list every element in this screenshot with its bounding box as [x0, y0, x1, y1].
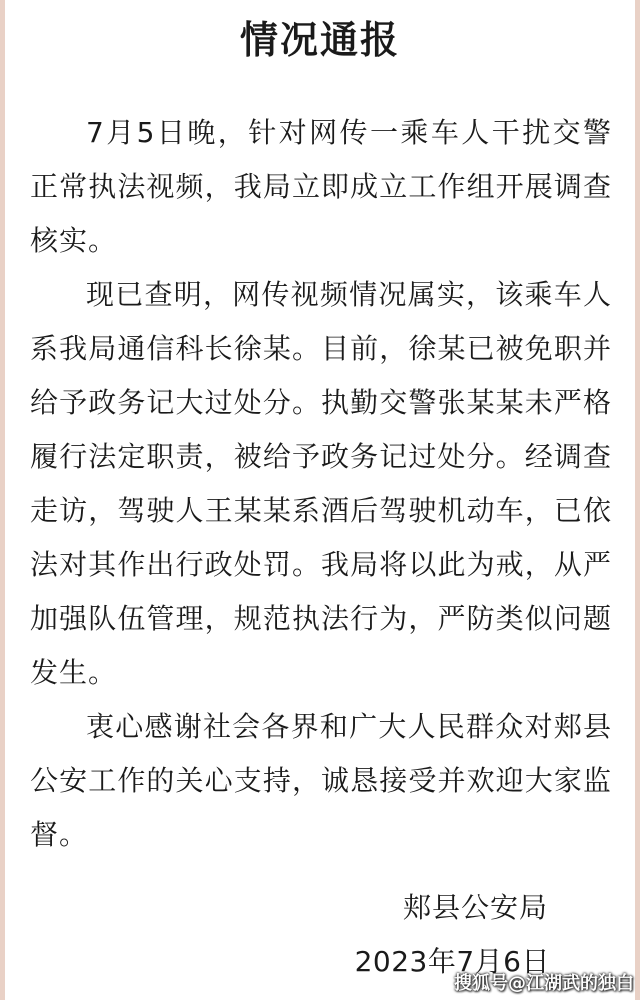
paragraph-2: 现已查明，网传视频情况属实，该乘车人系我局通信科长徐某。目前，徐某已被免职并给予政务记大过处分。执勤交警张某某未严格履行法定职责，被给予政务记过处分。经调查走访，驾驶人王某某系酒后驾驶机动车，已依法对其作出行政处罚。我局将以此为戒，从严加强队伍管理，规范执法行为，严防类似问题发生。	[30, 278, 612, 689]
issue-date: 2023年7月6日	[354, 945, 550, 978]
document-title: 情况通报	[239, 18, 400, 62]
left-border	[0, 0, 5, 1000]
right-border	[635, 0, 640, 1000]
paragraph-3: 衷心感谢社会各界和广大人民群众对郏县公安工作的关心支持，诚恳接受并欢迎大家监督。	[30, 710, 612, 851]
issuer-signature: 郏县公安局	[402, 891, 548, 924]
watermark: 搜狐号@江湖武的独白	[454, 973, 634, 994]
paragraph-1: 7月5日晚，针对网传一乘车人干扰交警正常执法视频，我局立即成立工作组开展调查核实。	[30, 116, 612, 257]
document-body	[30, 106, 612, 862]
